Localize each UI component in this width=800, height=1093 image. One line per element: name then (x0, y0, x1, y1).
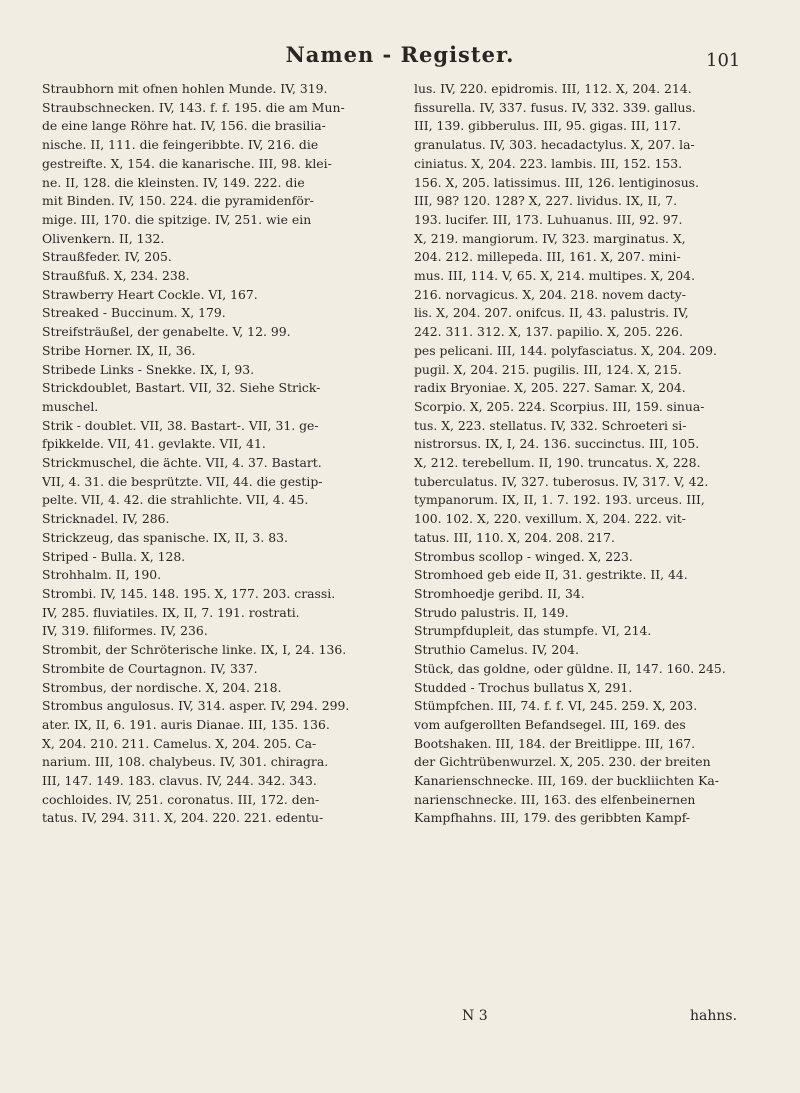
index-line: Strik - doublet. VII, 38. Bastart-. VII, 31. ge- (42, 417, 319, 433)
index-line: mus. III, 114. V, 65. X, 214. multipes. X, 204. (414, 268, 696, 284)
index-line: 156. X, 205. latissimus. III, 126. lentiginosus. (414, 174, 699, 190)
index-line: Strawberry Heart Cockle. VI, 167. (42, 286, 258, 302)
index-line: Bootshaken. III, 184. der Breitlippe. III, 167. (414, 735, 696, 751)
index-line: narienschnecke. III, 163. des elfenbeinernen (414, 791, 696, 807)
index-line: radix Bryoniae. X, 205. 227. Samar. X, 204. (414, 380, 686, 396)
index-line: Stromhoedje geribd. II, 34. (414, 585, 585, 601)
index-line: ciniatus. X, 204. 223. lambis. III, 152. 153. (414, 155, 683, 171)
index-line: tympanorum. IX, II, 1. 7. 192. 193. urceus. III, (414, 492, 705, 508)
index-line: Streifsträußel, der genabelte. V, 12. 99. (42, 324, 291, 340)
index-line: Stück, das goldne, oder güldne. II, 147. 160. 245. (414, 660, 726, 676)
running-head: Namen - Register. (285, 42, 515, 67)
index-line: Scorpio. X, 205. 224. Scorpius. III, 159. sinua- (414, 398, 705, 414)
index-line: Stribe Horner. IX, II, 36. (42, 342, 196, 358)
index-line: pugil. X, 204. 215. pugilis. III, 124. X, 215. (414, 361, 682, 377)
index-line: III, 139. gibberulus. III, 95. gigas. III, 117. (414, 118, 682, 134)
index-line: Streaked - Buccinum. X, 179. (42, 305, 226, 321)
index-line: tuberculatus. IV, 327. tuberosus. IV, 317. V, 42. (414, 473, 709, 489)
index-line: lus. IV, 220. epidromis. III, 112. X, 204. 214. (414, 81, 692, 96)
index-line: III, 147. 149. 183. clavus. IV, 244. 342. 343. (42, 773, 317, 789)
index-line: Straubhorn mit ofnen hohlen Munde. IV, 319. (42, 81, 328, 96)
index-line: Kampfhahns. III, 179. des geribbten Kampf- (414, 810, 691, 826)
index-line: pelte. VII, 4. 42. die strahlichte. VII, 4. 45. (42, 492, 309, 508)
index-line: gestreifte. X, 154. die kanarische. III, 98. klei- (42, 155, 332, 171)
index-line: granulatus. IV, 303. hecadactylus. X, 207. la- (414, 137, 695, 153)
index-line: muschel. (42, 398, 99, 414)
index-line: lis. X, 204. 207. onifcus. II, 43. palustris. IV, (414, 305, 689, 321)
index-line: Strohhalm. II, 190. (42, 567, 162, 583)
index-line: Stribede Links - Snekke. IX, I, 93. (42, 361, 255, 377)
index-line: tatus. IV, 294. 311. X, 204. 220. 221. edentu- (42, 810, 324, 826)
index-line: Strombus scollop - winged. X, 223. (414, 548, 633, 564)
index-line: Straubschnecken. IV, 143. f. f. 195. die am Mun- (42, 99, 345, 115)
index-line: pes pelicani. III, 144. polyfasciatus. X, 204. 209. (414, 342, 717, 358)
index-line: Strombus, der nordische. X, 204. 218. (42, 679, 282, 695)
index-line: Olivenkern. II, 132. (42, 230, 165, 246)
index-line: 193. lucifer. III, 173. Luhuanus. III, 92. 97. (414, 211, 683, 227)
index-line: de eine lange Röhre hat. IV, 156. die brasilia- (42, 118, 326, 134)
printer-signature: N 3 (462, 1008, 488, 1024)
index-line: Strumpfdupleit, das stumpfe. VI, 214. (414, 623, 652, 639)
index-line: Striped - Bulla. X, 128. (42, 548, 186, 564)
index-line: Strombus angulosus. IV, 314. asper. IV, 294. 299. (42, 698, 350, 714)
index-line: mit Binden. IV, 150. 224. die pyramidenför- (42, 193, 314, 209)
index-line: ater. IX, II, 6. 191. auris Dianae. III, 135. 136. (42, 716, 330, 732)
index-line: X, 212. terebellum. II, 190. truncatus. X, 228. (414, 455, 701, 471)
index-line: X, 204. 210. 211. Camelus. X, 204. 205. Ca- (42, 735, 317, 751)
index-line: Stricknadel. IV, 286. (42, 511, 170, 527)
catchword: hahns. (690, 1008, 738, 1024)
index-line: Strickzeug, das spanische. IX, II, 3. 83. (42, 529, 288, 545)
index-line: IV, 285. fluviatiles. IX, II, 7. 191. rostrati. (42, 604, 300, 620)
index-line: 100. 102. X, 220. vexillum. X, 204. 222. vit- (414, 511, 686, 527)
index-line: Strudo palustris. II, 149. (414, 604, 569, 620)
index-line: cochloides. IV, 251. coronatus. III, 172. den- (42, 791, 320, 807)
index-line: mige. III, 170. die spitzige. IV, 251. wie ein (42, 211, 312, 227)
index-line: Stümpfchen. III, 74. f. f. VI, 245. 259. X, 203. (414, 698, 698, 714)
index-line: Strombite de Courtagnon. IV, 337. (42, 660, 258, 676)
index-line: tatus. III, 110. X, 204. 208. 217. (414, 529, 615, 545)
index-line: 242. 311. 312. X, 137. papilio. X, 205. 226. (414, 324, 683, 340)
index-line: vom aufgerollten Befandsegel. III, 169. des (414, 716, 686, 732)
index-line: der Gichtrübenwurzel. X, 205. 230. der breiten (414, 754, 711, 770)
right-column (414, 80, 736, 828)
index-line: Stromhoed geb eide II, 31. gestrikte. II, 44. (414, 567, 688, 583)
index-line: Straußfeder. IV, 205. (42, 249, 172, 265)
index-line: Strickdoublet, Bastart. VII, 32. Siehe Strick- (42, 380, 321, 396)
page-number: 101 (706, 50, 741, 71)
index-line: nistrorsus. IX, I, 24. 136. succinctus. III, 105. (414, 436, 700, 452)
index-line: III, 98? 120. 128? X, 227. lividus. IX, II, 7. (414, 193, 678, 209)
index-line: narium. III, 108. chalybeus. IV, 301. chiragra. (42, 754, 329, 770)
index-line: tus. X, 223. stellatus. IV, 332. Schroeteri si- (414, 417, 687, 433)
index-line: X, 219. mangiorum. IV, 323. marginatus. X, (414, 230, 686, 246)
index-line: IV, 319. filiformes. IV, 236. (42, 623, 208, 639)
index-line: VII, 4. 31. die besprützte. VII, 44. die gestip- (42, 473, 323, 489)
index-line: Struthio Camelus. IV, 204. (414, 642, 579, 658)
left-column (42, 80, 380, 828)
index-line: Strickmuschel, die ächte. VII, 4. 37. Bastart. (42, 455, 322, 471)
index-line: Strombit, der Schröterische linke. IX, I, 24. 136. (42, 642, 347, 658)
index-line: nische. II, 111. die feingeribbte. IV, 216. die (42, 137, 319, 153)
index-line: 216. norvagicus. X, 204. 218. novem dacty- (414, 286, 686, 302)
index-line: 204. 212. millepeda. III, 161. X, 207. mini- (414, 249, 681, 265)
index-line: Kanarienschnecke. III, 169. der buckliichten Ka- (414, 773, 719, 789)
index-line: Strombi. IV, 145. 148. 195. X, 177. 203. crassi. (42, 585, 336, 601)
index-line: ne. II, 128. die kleinsten. IV, 149. 222. die (42, 174, 305, 190)
index-line: fpikkelde. VII, 41. gevlakte. VII, 41. (42, 436, 266, 452)
index-line: fissurella. IV, 337. fusus. IV, 332. 339. gallus. (414, 99, 696, 115)
index-line: Straußfuß. X, 234. 238. (42, 268, 190, 284)
index-line: Studded - Trochus bullatus X, 291. (414, 679, 633, 695)
